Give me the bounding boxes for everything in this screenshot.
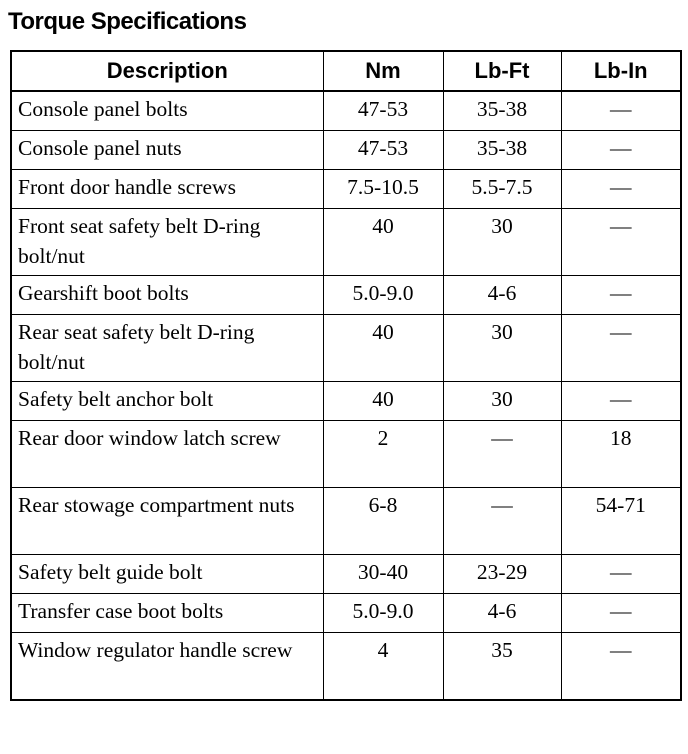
table-row — [11, 276, 681, 315]
table-row — [11, 209, 681, 276]
lbft-cell: 4-6 — [443, 276, 561, 315]
description-cell: Window regulator handle screw — [11, 633, 323, 701]
table-row — [11, 170, 681, 209]
lbft-cell: 4-6 — [443, 594, 561, 633]
lbin-cell: — — [561, 131, 681, 170]
description-cell: Console panel bolts — [11, 91, 323, 131]
description-cell: Safety belt anchor bolt — [11, 382, 323, 421]
lbft-cell: 5.5-7.5 — [443, 170, 561, 209]
lbin-cell: — — [561, 170, 681, 209]
column-header-nm: Nm — [323, 51, 443, 91]
table-row — [11, 91, 681, 131]
lbft-cell: 30 — [443, 382, 561, 421]
description-cell: Safety belt guide bolt — [11, 555, 323, 594]
table-row — [11, 131, 681, 170]
table-row — [11, 633, 681, 701]
lbin-cell: — — [561, 633, 681, 701]
table-row — [11, 594, 681, 633]
nm-cell: 6-8 — [323, 488, 443, 555]
description-cell: Rear seat safety belt D-ring bolt/nut — [11, 315, 323, 382]
lbin-cell: — — [561, 382, 681, 421]
lbin-cell: — — [561, 209, 681, 276]
lbin-cell: — — [561, 555, 681, 594]
page-title: Torque Specifications — [8, 8, 247, 35]
description-cell: Console panel nuts — [11, 131, 323, 170]
column-header-description: Description — [11, 51, 323, 91]
nm-cell: 2 — [323, 421, 443, 488]
table-row — [11, 315, 681, 382]
nm-cell: 47-53 — [323, 91, 443, 131]
nm-cell: 40 — [323, 382, 443, 421]
description-cell: Gearshift boot bolts — [11, 276, 323, 315]
nm-cell: 40 — [323, 315, 443, 382]
column-header-lbin: Lb-In — [561, 51, 681, 91]
description-cell: Transfer case boot bolts — [11, 594, 323, 633]
table-row — [11, 421, 681, 488]
torque-spec-table — [10, 50, 682, 701]
lbft-cell: 35-38 — [443, 91, 561, 131]
lbin-cell: — — [561, 91, 681, 131]
nm-cell: 7.5-10.5 — [323, 170, 443, 209]
lbin-cell: — — [561, 276, 681, 315]
lbft-cell: 35-38 — [443, 131, 561, 170]
lbin-cell: — — [561, 594, 681, 633]
nm-cell: 4 — [323, 633, 443, 701]
lbft-cell: 35 — [443, 633, 561, 701]
column-header-lbft: Lb-Ft — [443, 51, 561, 91]
lbft-cell: 30 — [443, 315, 561, 382]
description-cell: Rear door window latch screw — [11, 421, 323, 488]
header-row — [11, 51, 681, 91]
table-row — [11, 555, 681, 594]
lbin-cell: — — [561, 315, 681, 382]
lbft-cell: 30 — [443, 209, 561, 276]
lbin-cell: 18 — [561, 421, 681, 488]
nm-cell: 5.0-9.0 — [323, 276, 443, 315]
table-row — [11, 382, 681, 421]
nm-cell: 30-40 — [323, 555, 443, 594]
description-cell: Rear stowage compartment nuts — [11, 488, 323, 555]
lbft-cell: — — [443, 488, 561, 555]
table-row — [11, 488, 681, 555]
nm-cell: 47-53 — [323, 131, 443, 170]
lbft-cell: 23-29 — [443, 555, 561, 594]
lbft-cell: — — [443, 421, 561, 488]
description-cell: Front seat safety belt D-ring bolt/nut — [11, 209, 323, 276]
nm-cell: 40 — [323, 209, 443, 276]
description-cell: Front door handle screws — [11, 170, 323, 209]
lbin-cell: 54-71 — [561, 488, 681, 555]
nm-cell: 5.0-9.0 — [323, 594, 443, 633]
